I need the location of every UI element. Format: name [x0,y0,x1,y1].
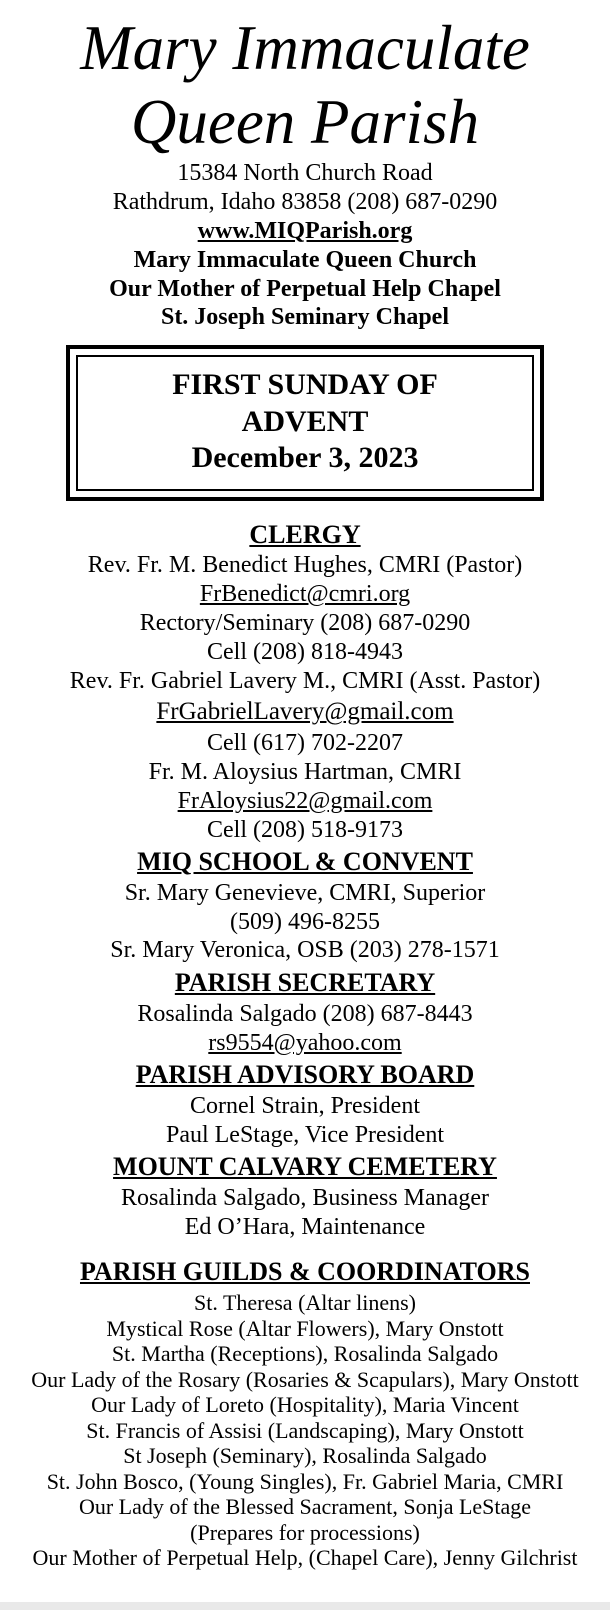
header-contact-block [0,159,610,332]
seminary-chapel-name-line: St. Joseph Seminary Chapel [160,304,450,331]
info-line: Rosalinda Salgado, Business Manager [121,1184,489,1211]
advent-banner-box [66,345,544,501]
section-guilds [0,1256,610,1571]
section-lines [0,1000,610,1058]
website-link[interactable]: www.MIQParish.org [197,218,413,244]
banner-line-season: FIRST SUNDAY OF [172,368,438,402]
info-line: St. Martha (Receptions), Rosalinda Salgado [111,1341,499,1367]
info-line: St. Francis of Assisi (Landscaping), Mary Onstott [86,1417,524,1443]
info-line: St. John Bosco, (Young Singles), Fr. Gabriel Maria, CMRI [46,1468,564,1494]
info-line: Mystical Rose (Altar Flowers), Mary Onstott [106,1315,504,1341]
email-link[interactable]: FrGabrielLavery@gmail.com [156,698,454,726]
advent-banner-inner [76,355,534,491]
info-line: St. Theresa (Altar linens) [194,1290,416,1316]
section-lines [0,1184,610,1242]
section-cemetery [0,1151,610,1241]
info-line: Ed O’Hara, Maintenance [184,1213,426,1240]
section-advisory-board [0,1059,610,1149]
info-line: St Joseph (Seminary), Rosalinda Salgado [123,1443,487,1469]
section-heading-guilds: PARISH GUILDS & COORDINATORS [79,1256,530,1286]
section-lines [0,551,610,844]
info-line: Rectory/Seminary (208) 687-0290 [139,610,471,637]
info-line: Cell (208) 518-9173 [207,816,403,843]
section-heading-parish-secretary: PARISH SECRETARY [174,968,436,998]
section-parish-secretary [0,967,610,1057]
info-line: Our Lady of the Rosary (Rosaries & Scapulars), Mary Onstott [31,1366,579,1392]
section-lines [0,879,610,965]
info-line: Sr. Mary Veronica, OSB (203) 278-1571 [110,937,500,964]
email-link[interactable]: FrBenedict@cmri.org [199,581,411,608]
info-line: (509) 496-8255 [230,908,380,935]
info-line: Fr. M. Aloysius Hartman, CMRI [148,759,462,785]
section-clergy [0,519,610,844]
info-line: Paul LeStage, Vice President [165,1121,445,1148]
section-school-convent [0,846,610,965]
info-line: Sr. Mary Genevieve, CMRI, Superior [124,879,486,906]
section-heading-clergy: CLERGY [249,519,361,549]
banner-line-advent: ADVENT [241,404,369,438]
sections [0,519,610,1571]
section-lines [0,1290,610,1571]
address-phone-line: Rathdrum, Idaho 83858 (208) 687-0290 [112,189,498,216]
section-lines [0,1092,610,1150]
info-line: Rev. Fr. Gabriel Lavery M., CMRI (Asst. Pastor) [69,667,541,694]
info-line: Cornel Strain, President [190,1092,420,1119]
chapel-name-line: Our Mother of Perpetual Help Chapel [109,275,501,302]
address-line: 15384 North Church Road [177,160,433,187]
section-heading-advisory-board: PARISH ADVISORY BOARD [135,1060,475,1090]
section-heading-cemetery: MOUNT CALVARY CEMETERY [113,1152,497,1182]
info-line: Rev. Fr. M. Benedict Hughes, CMRI (Pastor) [87,552,523,579]
page-bottom-edge [0,1602,610,1610]
info-line: (Prepares for processions) [190,1519,420,1545]
parish-title-line2: Queen Parish [130,86,480,157]
parish-title [0,12,610,159]
info-line: Our Lady of Loreto (Hospitality), Maria Vincent [91,1392,519,1418]
info-line: Our Lady of the Blessed Sacrament, Sonja LeStage [78,1494,532,1520]
banner-line-date: December 3, 2023 [191,441,419,475]
info-line: Cell (617) 702-2207 [207,730,403,757]
info-line: Our Mother of Perpetual Help, (Chapel Care), Jenny Gilchrist [32,1545,578,1571]
parish-title-line1: Mary Immaculate [80,13,530,83]
church-name-line: Mary Immaculate Queen Church [133,246,477,273]
email-link[interactable]: rs9554@yahoo.com [208,1029,402,1056]
section-heading-school-convent: MIQ SCHOOL & CONVENT [137,847,473,877]
info-line: Rosalinda Salgado (208) 687-8443 [137,1000,473,1027]
info-line: Cell (208) 818-4943 [207,638,403,665]
email-link[interactable]: FrAloysius22@gmail.com [177,787,433,814]
